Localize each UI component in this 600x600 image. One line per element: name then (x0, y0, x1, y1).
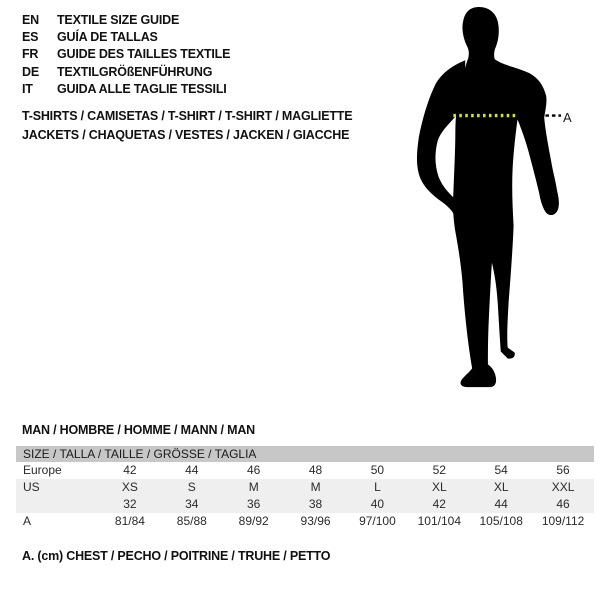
table-cell: 46 (247, 463, 261, 477)
row-label: A (23, 514, 32, 528)
table-cell: M (248, 480, 259, 494)
table-cell: 81/84 (114, 514, 145, 528)
measurement-note: A. (cm) CHEST / PECHO / POITRINE / TRUHE / PETTO (22, 549, 331, 563)
table-cell: 109/112 (541, 514, 585, 528)
table-cell: 97/100 (359, 514, 396, 528)
table-cell: 42 (432, 497, 446, 511)
language-label: GUIDA ALLE TAGLIE TESSILI (57, 81, 227, 96)
table-cell: 56 (556, 463, 570, 477)
garment-categories (22, 107, 352, 144)
table-cell: 105/108 (479, 514, 523, 528)
language-code: EN (22, 13, 39, 27)
table-cell: 89/92 (238, 514, 269, 528)
table-row-us (16, 479, 594, 496)
table-row-numeric (16, 496, 594, 513)
language-row (22, 64, 230, 81)
language-label: GUIDE DES TAILLES TEXTILE (57, 47, 231, 62)
row-label: Europe (23, 463, 62, 477)
language-row (22, 12, 230, 29)
table-cell: 93/96 (300, 514, 331, 528)
language-label: GUÍA DE TALLAS (57, 30, 158, 45)
table-cell: 54 (494, 463, 508, 477)
measurement-marker-a: A (563, 110, 572, 125)
table-row-chest-cm (16, 513, 594, 530)
table-cell: 46 (556, 497, 570, 511)
table-cell: 52 (432, 463, 446, 477)
table-cell: 34 (185, 497, 199, 511)
table-cell: 44 (185, 463, 199, 477)
man-body-shape (453, 7, 559, 387)
language-row (22, 81, 230, 98)
row-label (16, 496, 99, 513)
table-cell: M (310, 480, 321, 494)
table-cell: 36 (247, 497, 261, 511)
table-cell: XL (493, 480, 509, 494)
man-silhouette-svg (395, 5, 570, 395)
language-code: DE (22, 64, 39, 79)
size-table (16, 446, 594, 530)
table-cell: 50 (370, 463, 385, 477)
table-cell: 101/104 (417, 514, 461, 528)
table-cell: XL (431, 480, 447, 494)
table-cell: 42 (123, 463, 137, 477)
row-label: US (23, 480, 40, 494)
language-row (22, 46, 230, 63)
table-row-europe (16, 462, 594, 479)
language-list (22, 12, 230, 98)
table-cell: S (187, 480, 196, 494)
language-label: TEXTILGRÖßENFÜHRUNG (57, 64, 213, 79)
table-cell: 40 (370, 497, 385, 511)
language-row (22, 29, 230, 46)
table-cell: XS (121, 480, 138, 494)
table-cell: 38 (308, 497, 323, 511)
language-code: IT (22, 81, 33, 96)
size-table-header: SIZE / TALLA / TAILLE / GRÖSSE / TAGLIA (16, 446, 594, 462)
table-cell: 85/88 (176, 514, 207, 528)
category-line-jackets: JACKETS / CHAQUETAS / VESTES / JACKEN / GIACCHE (22, 127, 350, 142)
language-label: TEXTILE SIZE GUIDE (57, 13, 180, 27)
table-cell: XXL (551, 480, 575, 494)
table-cell: 32 (123, 497, 137, 511)
gender-section-label: MAN / HOMBRE / HOMME / MANN / MAN (22, 423, 255, 437)
category-line-tshirts: T-SHIRTS / CAMISETAS / T-SHIRT / T-SHIRT / MAGLIETTE (22, 109, 353, 123)
table-cell: 48 (308, 463, 323, 477)
table-cell: 44 (494, 497, 508, 511)
man-silhouette-figure (395, 5, 570, 395)
language-code: ES (22, 30, 39, 45)
table-cell: L (374, 480, 381, 494)
language-code: FR (22, 47, 39, 62)
